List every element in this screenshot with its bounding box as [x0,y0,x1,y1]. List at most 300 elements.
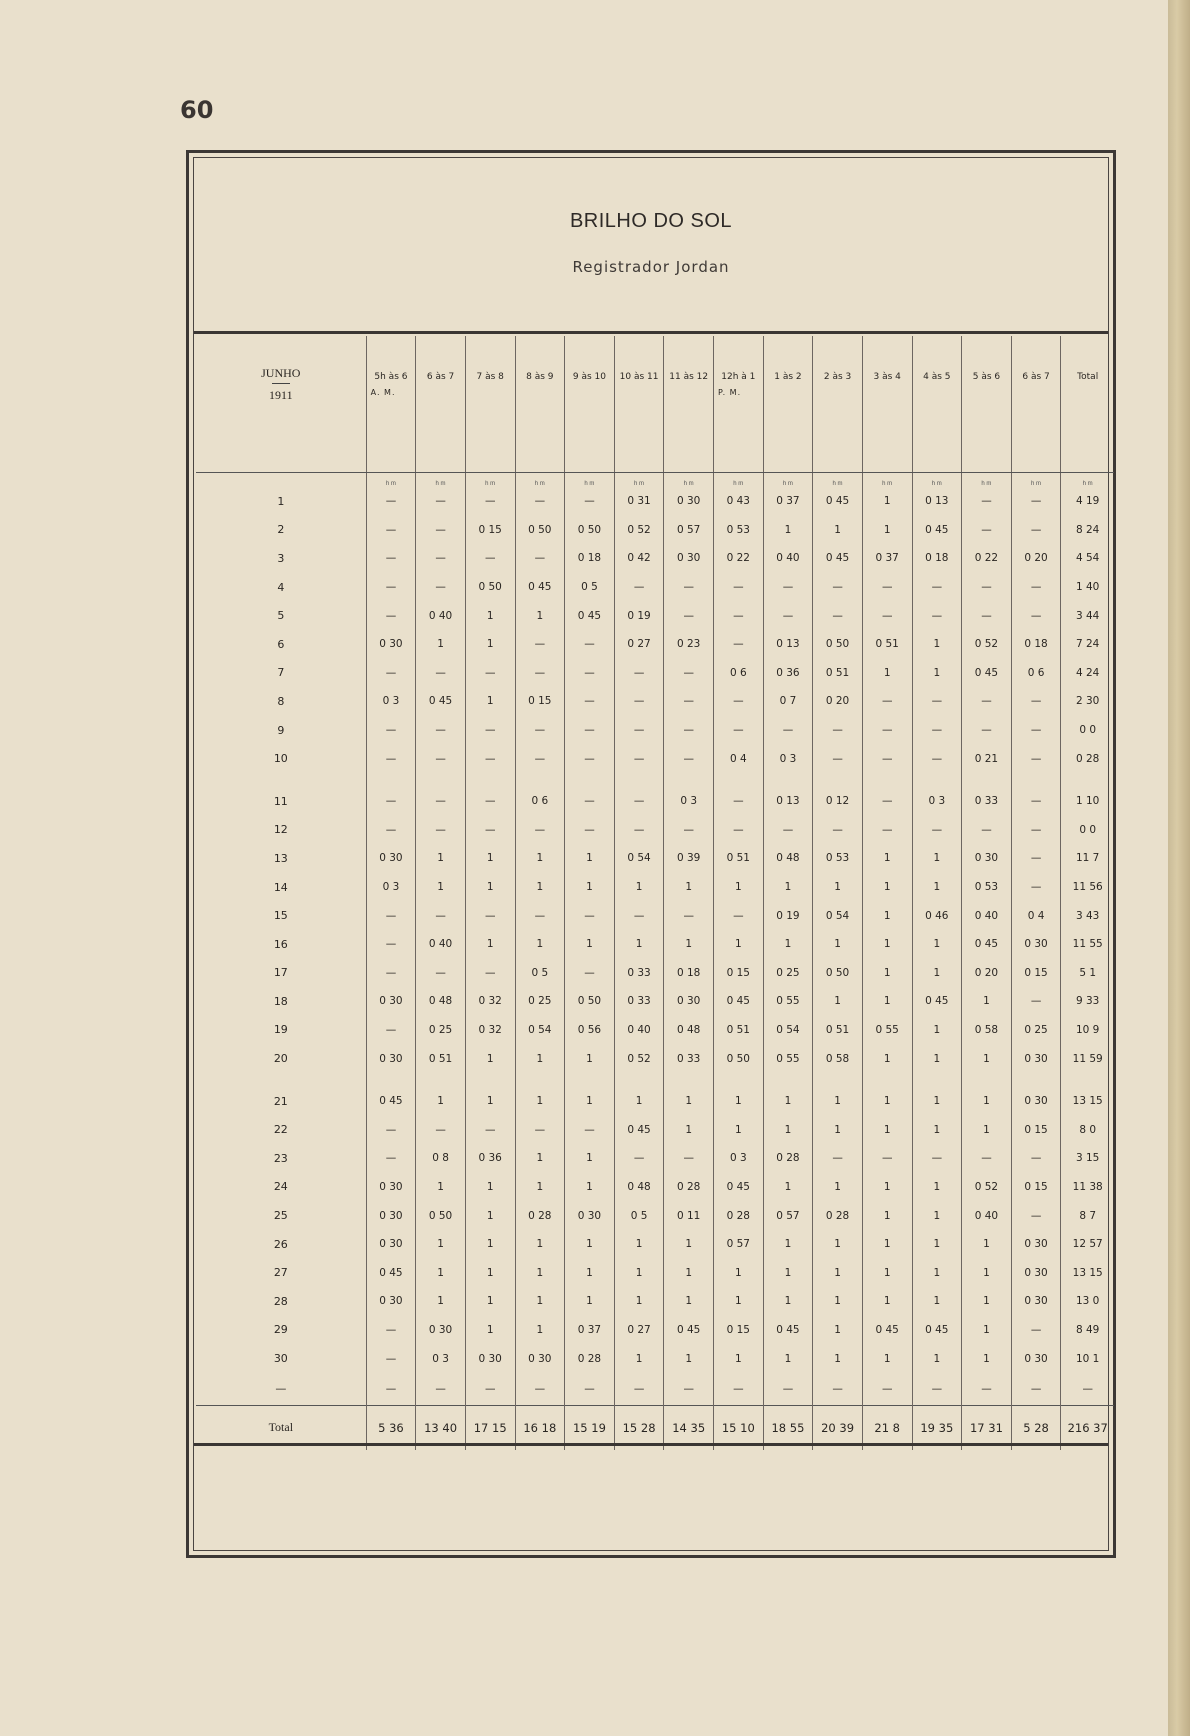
table-cell: 0 15 [714,959,764,988]
table-cell: 0 22 [962,544,1012,573]
table-cell: 1 [813,516,863,545]
top-rule [194,331,1108,334]
table-cell: 0 3 [763,744,813,773]
table-cell: 0 15 [465,516,515,545]
table-cell: 1 [416,1173,466,1202]
table-cell: — [565,744,615,773]
gap-cell [763,773,813,787]
column-total: 15 28 [614,1405,664,1450]
table-cell: 1 [565,1173,615,1202]
table-cell: — [714,573,764,602]
table-cell: — [912,716,962,745]
table-cell: 0 25 [416,1016,466,1045]
table-row [196,687,1114,716]
table-cell: — [962,516,1012,545]
table-cell: 0 30 [664,544,714,573]
table-row [196,1115,1114,1144]
table-cell: 0 3 [366,687,416,716]
units-label: h m [862,473,912,488]
table-cell: 1 [614,930,664,959]
table-cell: 1 [862,987,912,1016]
row-total: 8 7 [1061,1201,1114,1230]
column-header [416,336,466,473]
day-label: 19 [273,1023,288,1037]
table-cell: 0 45 [912,987,962,1016]
table-cell: 0 20 [813,687,863,716]
column-total: 5 36 [366,1405,416,1450]
table-cell: — [416,716,466,745]
table-cell: — [565,487,615,516]
units-label: h m [416,473,466,488]
blank-area [194,1448,1108,1550]
table-cell: — [664,716,714,745]
table-row [196,1016,1114,1045]
column-total: 17 31 [962,1405,1012,1450]
table-cell: — [465,1115,515,1144]
column-label: 2 às 3 [823,372,852,382]
table-cell: 0 30 [366,630,416,659]
column-total: 15 10 [714,1405,764,1450]
table-cell: 0 5 [565,573,615,602]
units-label: h m [813,473,863,488]
table-cell: — [366,573,416,602]
table-cell: 0 6 [515,787,565,816]
units-label: h m [366,473,416,488]
table-cell: 1 [912,873,962,902]
table-cell: 0 48 [763,844,813,873]
table-cell: 1 [962,1230,1012,1259]
table-cell: 0 53 [714,516,764,545]
table-cell: — [614,744,664,773]
table-cell: 1 [465,1230,515,1259]
units-label: h m [1061,473,1114,488]
table-cell: — [862,1144,912,1173]
gap-cell [416,773,466,787]
table-cell: — [763,601,813,630]
column-total: 13 40 [416,1405,466,1450]
table-cell: — [763,816,813,845]
table-cell: 0 4 [1011,901,1061,930]
table-cell: — [416,1373,466,1406]
table-cell: — [862,744,912,773]
table-cell: 1 [912,844,962,873]
table-cell: 0 30 [1011,1044,1061,1073]
month-label: JUNHO [261,366,301,380]
table-cell: — [1011,1373,1061,1406]
table-row [196,873,1114,902]
column-label: 1 às 2 [774,372,802,382]
row-total: 9 33 [1061,987,1114,1016]
table-cell: — [465,716,515,745]
table-cell: 0 40 [763,544,813,573]
table-cell: 1 [465,687,515,716]
gap-cell [515,1073,565,1087]
table-cell: — [912,573,962,602]
column-sublabel: A. M. [370,388,396,397]
table-cell: — [1011,516,1061,545]
table-cell: 1 [614,1087,664,1116]
table-row [196,630,1114,659]
table-cell: 0 45 [515,573,565,602]
table-cell: 0 30 [1011,1287,1061,1316]
gap-cell [1011,773,1061,787]
table-cell: 0 5 [614,1201,664,1230]
gap-cell [565,773,615,787]
table-cell: 1 [565,873,615,902]
column-header [1061,336,1114,473]
table-cell: — [1011,487,1061,516]
gap-cell [366,773,416,787]
day-label: 11 [273,794,288,808]
column-total: 216 37 [1061,1405,1114,1450]
gap-cell [714,1073,764,1087]
table-cell: 0 51 [862,630,912,659]
column-header [962,336,1012,473]
table-cell: — [962,687,1012,716]
table-cell: — [763,573,813,602]
table-cell: 1 [515,1287,565,1316]
table-cell: 0 3 [714,1144,764,1173]
table-cell: 1 [763,930,813,959]
table-cell: 1 [416,1087,466,1116]
day-label: 15 [273,909,288,923]
table-cell: — [813,573,863,602]
row-total: 13 15 [1061,1087,1114,1116]
table-cell: 0 25 [763,959,813,988]
table-cell: 1 [465,1316,515,1345]
column-label: 10 às 11 [619,372,659,382]
table-cell: — [614,816,664,845]
column-header [714,336,764,473]
table-cell: 0 18 [1011,630,1061,659]
table-cell: — [813,744,863,773]
table-cell: 1 [862,1044,912,1073]
table-cell: 1 [565,1258,615,1287]
table-frame [186,150,1116,1558]
gap-cell [1011,1073,1061,1087]
table-cell: — [862,716,912,745]
table-cell: 0 55 [763,1044,813,1073]
table-cell: 1 [912,1173,962,1202]
table-cell: — [515,544,565,573]
table-row [196,816,1114,845]
table-cell: 1 [813,1316,863,1345]
table-row [196,1316,1114,1345]
table-cell: — [366,1344,416,1373]
table-cell: — [1011,744,1061,773]
gap-cell [465,773,515,787]
column-total: 15 19 [565,1405,615,1450]
table-cell: 0 13 [912,487,962,516]
day-label: 24 [273,1180,288,1194]
table-cell: — [614,901,664,930]
table-cell: 0 40 [416,601,466,630]
column-label: 9 às 10 [572,372,606,382]
column-header [664,336,714,473]
table-cell: — [366,659,416,688]
table-row [196,1044,1114,1073]
table-cell: 1 [465,1044,515,1073]
table-cell: — [1011,716,1061,745]
gap-cell [912,773,962,787]
column-total: 18 55 [763,1405,813,1450]
table-cell: — [614,716,664,745]
table-cell: — [664,744,714,773]
table-cell: 0 51 [714,1016,764,1045]
table-cell: 1 [714,873,764,902]
table-cell: — [565,687,615,716]
table-cell: 1 [565,930,615,959]
day-label: 2 [277,523,285,537]
table-cell: — [465,1373,515,1406]
table-cell: 1 [565,1087,615,1116]
column-header [614,336,664,473]
table-cell: 1 [763,1087,813,1116]
day-rows [196,487,1114,1405]
table-row [196,1087,1114,1116]
table-cell: 0 23 [664,630,714,659]
table-cell: 1 [912,1016,962,1045]
table-cell: — [862,573,912,602]
table-cell: 0 45 [416,687,466,716]
table-cell: — [1011,1201,1061,1230]
table-cell: 1 [763,1344,813,1373]
table-cell: — [714,816,764,845]
gap-cell [664,773,714,787]
table-cell: 1 [714,1087,764,1116]
table-cell: — [614,787,664,816]
table-cell: — [962,1373,1012,1406]
table-cell: 0 37 [862,544,912,573]
column-total: 20 39 [813,1405,863,1450]
table-cell: 0 15 [1011,1173,1061,1202]
day-label: 8 [277,694,285,708]
table-cell: 0 50 [714,1044,764,1073]
table-cell: — [1011,816,1061,845]
row-total: 11 38 [1061,1173,1114,1202]
table-cell: 1 [515,1144,565,1173]
table-cell: — [416,659,466,688]
table-cell: 1 [763,873,813,902]
inner-frame [193,157,1109,1551]
table-cell: 0 54 [515,1016,565,1045]
units-row [196,473,1114,488]
table-cell: — [813,816,863,845]
table-cell: 0 58 [813,1044,863,1073]
row-total: 11 56 [1061,873,1114,902]
table-cell: 1 [763,1287,813,1316]
row-total: 0 28 [1061,744,1114,773]
table-row [196,1144,1114,1173]
table-cell: 1 [416,630,466,659]
table-row [196,1201,1114,1230]
row-total: 0 0 [1061,716,1114,745]
month-header [196,336,366,473]
day-label: 29 [273,1323,288,1337]
table-cell: — [565,1373,615,1406]
units-label: h m [912,473,962,488]
table-cell: 0 48 [416,987,466,1016]
table-cell: 0 18 [912,544,962,573]
table-cell: 0 18 [664,959,714,988]
table-cell: 0 30 [366,1173,416,1202]
column-total: 14 35 [664,1405,714,1450]
table-row [196,901,1114,930]
table-row [196,959,1114,988]
table-row [196,1287,1114,1316]
table-cell: 0 30 [366,844,416,873]
table-cell: 0 58 [962,1016,1012,1045]
table-cell: 1 [565,1287,615,1316]
table-cell: 0 37 [763,487,813,516]
units-label: h m [515,473,565,488]
table-cell: — [366,930,416,959]
table-cell: 0 30 [565,1201,615,1230]
row-total: 12 57 [1061,1230,1114,1259]
table-cell: — [366,1144,416,1173]
table-row [196,787,1114,816]
table-cell: 0 32 [465,1016,515,1045]
table-cell: — [862,787,912,816]
table-cell: 0 28 [515,1201,565,1230]
table-cell: 0 32 [465,987,515,1016]
table-cell: — [366,1016,416,1045]
gap-cell [862,773,912,787]
table-cell: — [1011,987,1061,1016]
table-cell: 1 [862,959,912,988]
units-label: h m [614,473,664,488]
table-row [196,987,1114,1016]
table-cell: — [614,687,664,716]
table-cell: 1 [862,487,912,516]
table-cell: 0 45 [614,1115,664,1144]
table-cell: 0 30 [1011,1230,1061,1259]
gap-cell [813,773,863,787]
table-cell: 0 6 [1011,659,1061,688]
row-total: 13 15 [1061,1258,1114,1287]
group-gap [196,773,1114,787]
day-label: 16 [273,937,288,951]
table-cell: — [515,901,565,930]
table-cell: 1 [565,844,615,873]
table-cell: 1 [515,930,565,959]
table-cell: 0 45 [366,1258,416,1287]
table-cell: 0 55 [763,987,813,1016]
row-total: 3 15 [1061,1144,1114,1173]
table-cell: — [664,1373,714,1406]
gap-cell [416,1073,466,1087]
table-cell: 0 28 [664,1173,714,1202]
column-label: Total [1077,372,1099,382]
table-cell: 0 3 [366,873,416,902]
column-total: 21 8 [862,1405,912,1450]
table-cell: 1 [962,1316,1012,1345]
table-cell: 1 [515,844,565,873]
table-cell: 1 [515,601,565,630]
gap-cell [614,1073,664,1087]
table-cell: 0 54 [614,844,664,873]
table-cell: 0 45 [813,544,863,573]
table-cell: 0 13 [763,787,813,816]
table-cell: 1 [465,930,515,959]
table-cell: — [813,716,863,745]
table-cell: — [664,1144,714,1173]
table-cell: 0 30 [366,1287,416,1316]
column-header [515,336,565,473]
table-cell: 0 43 [714,487,764,516]
table-cell: 1 [714,1344,764,1373]
table-cell: 0 5 [515,959,565,988]
table-cell: — [614,659,664,688]
table-cell: 0 50 [515,516,565,545]
table-cell: — [565,659,615,688]
table-cell: 0 30 [366,1044,416,1073]
table-row [196,659,1114,688]
table-cell: — [714,1373,764,1406]
table-cell: 0 30 [366,1201,416,1230]
table-cell: 0 3 [912,787,962,816]
table-cell: 0 11 [664,1201,714,1230]
table-cell: — [366,901,416,930]
table-cell: 1 [763,516,813,545]
table-cell: — [912,744,962,773]
table-cell: — [862,1373,912,1406]
table-cell: 1 [912,630,962,659]
table-cell: 0 45 [813,487,863,516]
table-cell: — [515,659,565,688]
table-cell: 0 27 [614,630,664,659]
page-edge [1168,0,1190,1736]
row-total: 4 54 [1061,544,1114,573]
table-cell: — [763,1373,813,1406]
table-cell: 1 [862,1087,912,1116]
table-cell: 0 30 [465,1344,515,1373]
table-cell: 0 50 [465,573,515,602]
table-cell: 0 45 [763,1316,813,1345]
row-total: 1 40 [1061,573,1114,602]
table-cell: 0 40 [416,930,466,959]
table-cell: — [664,573,714,602]
table-cell: — [565,816,615,845]
table-cell: — [565,787,615,816]
table-cell: 1 [813,873,863,902]
row-total: — [1061,1373,1114,1406]
table-cell: 1 [912,1115,962,1144]
table-cell: 0 25 [515,987,565,1016]
day-label: 22 [273,1123,288,1137]
table-cell: 1 [912,1201,962,1230]
table-cell: 0 30 [416,1316,466,1345]
table-cell: 1 [465,873,515,902]
table-cell: 1 [862,1230,912,1259]
table-cell: — [962,487,1012,516]
table-cell: 0 31 [614,487,664,516]
table-cell: 1 [962,1044,1012,1073]
day-label: 18 [273,994,288,1008]
gap-spacer [196,773,366,787]
table-cell: 1 [465,1087,515,1116]
table-cell: — [962,573,1012,602]
table-cell: — [1011,1144,1061,1173]
table-cell: 0 30 [1011,1087,1061,1116]
row-total: 8 24 [1061,516,1114,545]
table-cell: — [465,487,515,516]
table-cell: — [862,601,912,630]
gap-cell [1061,1073,1114,1087]
table-cell: 0 45 [366,1087,416,1116]
table-cell: 1 [763,1230,813,1259]
units-label: h m [1011,473,1061,488]
